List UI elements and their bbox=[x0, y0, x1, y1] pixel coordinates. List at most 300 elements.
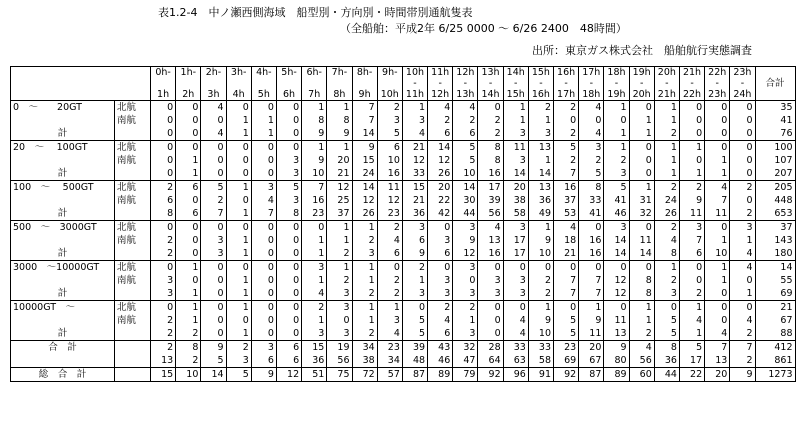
row-total: 55 bbox=[755, 274, 795, 287]
hour-cell: 26 bbox=[428, 167, 453, 181]
hour-header: - bbox=[453, 78, 478, 89]
hour-cell: 21 bbox=[402, 141, 427, 155]
hour-cell: 4 bbox=[428, 314, 453, 327]
hour-cell: 64 bbox=[478, 354, 503, 368]
hour-cell: 0 bbox=[176, 274, 201, 287]
hour-cell: 1 bbox=[629, 301, 654, 315]
hour-cell: 17 bbox=[503, 234, 528, 247]
hour-cell: 2 bbox=[327, 274, 352, 287]
row-total: 180 bbox=[755, 247, 795, 261]
hour-cell: 0 bbox=[730, 301, 755, 315]
hour-header bbox=[251, 78, 276, 89]
hour-cell: 4 bbox=[377, 327, 402, 341]
hour-header: - bbox=[579, 78, 604, 89]
hour-cell: 0 bbox=[201, 167, 226, 181]
hour-header: 5h bbox=[251, 89, 276, 101]
hour-cell: 4 bbox=[679, 314, 704, 327]
hour-cell: 0 bbox=[730, 141, 755, 155]
table-subtitle: （全船舶：平成2年 6/25 0000 ～ 6/26 2400 48時間） bbox=[340, 22, 627, 35]
hour-cell: 12 bbox=[377, 194, 402, 207]
hour-header: 24h bbox=[730, 89, 755, 101]
row-total: 143 bbox=[755, 234, 795, 247]
row-label bbox=[11, 154, 115, 167]
hour-header: 16h bbox=[528, 89, 553, 101]
hour-cell: 47 bbox=[453, 354, 478, 368]
hour-header: - bbox=[503, 78, 528, 89]
hour-cell: 2 bbox=[428, 114, 453, 127]
hour-cell: 80 bbox=[604, 354, 629, 368]
hour-cell: 57 bbox=[377, 368, 402, 382]
hour-cell: 7 bbox=[705, 341, 730, 355]
hour-cell: 9 bbox=[201, 341, 226, 355]
hour-cell: 1 bbox=[604, 101, 629, 115]
hour-cell: 1 bbox=[679, 301, 704, 315]
hour-cell: 2 bbox=[554, 101, 579, 115]
hour-cell: 38 bbox=[503, 194, 528, 207]
hour-cell: 5 bbox=[402, 327, 427, 341]
hour-cell: 7 bbox=[579, 274, 604, 287]
hour-header: 17h bbox=[579, 67, 604, 79]
hour-cell: 5 bbox=[276, 181, 301, 195]
hour-cell: 3 bbox=[251, 341, 276, 355]
hour-cell: 2 bbox=[654, 181, 679, 195]
hour-cell: 26 bbox=[654, 207, 679, 221]
hour-cell: 23 bbox=[377, 341, 402, 355]
hour-cell: 7 bbox=[352, 114, 377, 127]
hour-cell: 0 bbox=[151, 154, 176, 167]
hour-cell: 2 bbox=[377, 101, 402, 115]
hour-cell: 21 bbox=[554, 247, 579, 261]
hour-cell: 2 bbox=[151, 327, 176, 341]
hour-header: 7h bbox=[302, 89, 327, 101]
hour-cell: 4 bbox=[503, 327, 528, 341]
row-label: 合 計 bbox=[11, 341, 115, 355]
hour-cell: 8 bbox=[579, 181, 604, 195]
hour-cell: 1 bbox=[352, 261, 377, 275]
hour-cell: 3 bbox=[604, 221, 629, 235]
row-direction: 北航 bbox=[115, 261, 151, 275]
hour-cell: 0 bbox=[251, 221, 276, 235]
hour-cell: 0 bbox=[679, 274, 704, 287]
hour-cell: 1 bbox=[352, 274, 377, 287]
hour-cell: 0 bbox=[276, 234, 301, 247]
row-label: 20 ～ 100GT bbox=[11, 141, 115, 155]
hour-cell: 19 bbox=[327, 341, 352, 355]
hour-cell: 1 bbox=[176, 301, 201, 315]
hour-cell: 1 bbox=[629, 127, 654, 141]
hour-cell: 5 bbox=[654, 314, 679, 327]
hour-cell: 1 bbox=[352, 301, 377, 315]
table-row bbox=[11, 247, 796, 261]
hour-cell: 2 bbox=[352, 287, 377, 301]
hour-cell: 1 bbox=[226, 327, 251, 341]
hour-cell: 1 bbox=[629, 181, 654, 195]
hour-cell: 2 bbox=[604, 154, 629, 167]
hour-cell: 58 bbox=[503, 207, 528, 221]
hour-cell: 9 bbox=[352, 141, 377, 155]
hour-cell: 3 bbox=[453, 327, 478, 341]
hour-header: 13h bbox=[453, 89, 478, 101]
hour-cell: 0 bbox=[176, 101, 201, 115]
hour-cell: 2 bbox=[151, 341, 176, 355]
hour-cell: 0 bbox=[276, 261, 301, 275]
hour-cell: 3 bbox=[453, 287, 478, 301]
hour-cell: 0 bbox=[528, 261, 553, 275]
hour-cell: 3 bbox=[428, 274, 453, 287]
hour-cell: 0 bbox=[730, 101, 755, 115]
row-direction: 北航 bbox=[115, 301, 151, 315]
row-total: 861 bbox=[755, 354, 795, 368]
hour-cell: 12 bbox=[327, 181, 352, 195]
hour-header: - bbox=[402, 78, 427, 89]
hour-cell: 9 bbox=[327, 127, 352, 141]
hour-cell: 91 bbox=[528, 368, 553, 382]
row-total: 21 bbox=[755, 301, 795, 315]
hour-cell: 12 bbox=[604, 287, 629, 301]
hour-cell: 5 bbox=[554, 314, 579, 327]
hour-cell: 4 bbox=[503, 314, 528, 327]
hour-cell: 23 bbox=[377, 207, 402, 221]
hour-cell: 2 bbox=[151, 234, 176, 247]
hour-cell: 0 bbox=[276, 247, 301, 261]
hour-cell: 2 bbox=[201, 194, 226, 207]
total-header: 合計 bbox=[755, 67, 795, 101]
hour-cell: 2 bbox=[377, 221, 402, 235]
row-label: 計 bbox=[11, 247, 115, 261]
table-row bbox=[11, 368, 796, 382]
hour-cell: 16 bbox=[579, 234, 604, 247]
header-row bbox=[11, 67, 796, 79]
hour-cell: 14 bbox=[503, 167, 528, 181]
hour-cell: 3 bbox=[730, 221, 755, 235]
hour-header: 8h- bbox=[352, 67, 377, 79]
hour-cell: 0 bbox=[478, 301, 503, 315]
hour-cell: 3 bbox=[201, 234, 226, 247]
row-total: 207 bbox=[755, 167, 795, 181]
row-total: 1273 bbox=[755, 368, 795, 382]
hour-cell: 3 bbox=[604, 167, 629, 181]
hour-cell: 1 bbox=[176, 314, 201, 327]
hour-header: 15h bbox=[503, 89, 528, 101]
table-row bbox=[11, 127, 796, 141]
hour-cell: 0 bbox=[151, 167, 176, 181]
hour-cell: 4 bbox=[629, 341, 654, 355]
hour-cell: 87 bbox=[579, 368, 604, 382]
hour-cell: 0 bbox=[251, 167, 276, 181]
hour-cell: 0 bbox=[201, 114, 226, 127]
hour-header: 10h bbox=[377, 89, 402, 101]
hour-cell: 0 bbox=[176, 234, 201, 247]
hour-cell: 4 bbox=[402, 127, 427, 141]
hour-cell: 3 bbox=[428, 234, 453, 247]
hour-cell: 1 bbox=[251, 114, 276, 127]
hour-cell: 20 bbox=[327, 154, 352, 167]
hour-cell: 2 bbox=[654, 127, 679, 141]
hour-cell: 63 bbox=[503, 354, 528, 368]
hour-cell: 14 bbox=[604, 234, 629, 247]
hour-header: 18h bbox=[579, 89, 604, 101]
hour-cell: 1 bbox=[629, 114, 654, 127]
hour-cell: 92 bbox=[554, 368, 579, 382]
hour-cell: 4 bbox=[377, 234, 402, 247]
hour-cell: 3 bbox=[352, 247, 377, 261]
hour-cell: 3 bbox=[302, 261, 327, 275]
hour-cell: 9 bbox=[402, 247, 427, 261]
hour-cell: 0 bbox=[276, 221, 301, 235]
hour-cell: 23 bbox=[302, 207, 327, 221]
hour-cell: 3 bbox=[377, 314, 402, 327]
hour-cell: 46 bbox=[604, 207, 629, 221]
hour-cell: 6 bbox=[679, 247, 704, 261]
hour-header: - bbox=[478, 78, 503, 89]
hour-header: 19h bbox=[604, 89, 629, 101]
hour-cell: 6 bbox=[377, 247, 402, 261]
hour-cell: 0 bbox=[705, 127, 730, 141]
hour-cell: 11 bbox=[604, 314, 629, 327]
hour-header: 23h bbox=[730, 67, 755, 79]
hour-cell: 1 bbox=[327, 261, 352, 275]
hour-cell: 8 bbox=[654, 341, 679, 355]
hour-header: 15h bbox=[528, 67, 553, 79]
hour-cell: 3 bbox=[226, 354, 251, 368]
hour-cell: 60 bbox=[629, 368, 654, 382]
hour-cell: 15 bbox=[402, 181, 427, 195]
hour-cell: 1 bbox=[352, 221, 377, 235]
hour-cell: 0 bbox=[251, 301, 276, 315]
hour-cell: 7 bbox=[579, 287, 604, 301]
hour-header: 7h- bbox=[327, 67, 352, 79]
hour-cell: 2 bbox=[478, 114, 503, 127]
hour-cell: 0 bbox=[276, 301, 301, 315]
hour-cell: 6 bbox=[428, 127, 453, 141]
hour-cell: 12 bbox=[402, 154, 427, 167]
hour-cell: 0 bbox=[730, 194, 755, 207]
hour-cell: 3 bbox=[377, 114, 402, 127]
hour-cell: 92 bbox=[478, 368, 503, 382]
hour-cell: 8 bbox=[176, 341, 201, 355]
hour-header: 6h bbox=[276, 89, 301, 101]
hour-header: 13h bbox=[478, 67, 503, 79]
hour-cell: 0 bbox=[629, 261, 654, 275]
hour-cell: 2 bbox=[554, 127, 579, 141]
hour-cell: 6 bbox=[402, 234, 427, 247]
hour-cell: 3 bbox=[276, 167, 301, 181]
row-total: 412 bbox=[755, 341, 795, 355]
hour-cell: 0 bbox=[276, 327, 301, 341]
hour-cell: 0 bbox=[251, 154, 276, 167]
hour-cell: 0 bbox=[226, 261, 251, 275]
hour-header: 22h bbox=[679, 89, 704, 101]
table-row bbox=[11, 207, 796, 221]
hour-cell: 4 bbox=[705, 181, 730, 195]
hour-header: - bbox=[428, 78, 453, 89]
hour-cell: 33 bbox=[528, 341, 553, 355]
hour-cell: 3 bbox=[276, 194, 301, 207]
hour-cell: 0 bbox=[251, 141, 276, 155]
hour-cell: 0 bbox=[201, 287, 226, 301]
hour-cell: 36 bbox=[402, 207, 427, 221]
hour-cell: 3 bbox=[453, 221, 478, 235]
hour-cell: 8 bbox=[327, 114, 352, 127]
hour-cell: 1 bbox=[654, 101, 679, 115]
hour-cell: 14 bbox=[352, 181, 377, 195]
row-label: 10000GT ～ bbox=[11, 301, 115, 315]
hour-cell: 0 bbox=[453, 274, 478, 287]
row-direction bbox=[115, 247, 151, 261]
hour-header bbox=[151, 78, 176, 89]
hour-header: 19h bbox=[629, 67, 654, 79]
hour-cell: 0 bbox=[201, 274, 226, 287]
hour-cell: 3 bbox=[503, 274, 528, 287]
hour-cell: 4 bbox=[251, 194, 276, 207]
hour-cell: 12 bbox=[453, 247, 478, 261]
hour-cell: 34 bbox=[377, 354, 402, 368]
hour-cell: 1 bbox=[226, 247, 251, 261]
hour-cell: 3 bbox=[251, 181, 276, 195]
hour-cell: 69 bbox=[554, 354, 579, 368]
hour-cell: 12 bbox=[604, 274, 629, 287]
hour-cell: 4 bbox=[302, 287, 327, 301]
hour-cell: 2 bbox=[679, 287, 704, 301]
row-direction bbox=[115, 354, 151, 368]
hour-cell: 10 bbox=[528, 327, 553, 341]
hour-cell: 1 bbox=[251, 127, 276, 141]
hour-cell: 1 bbox=[730, 234, 755, 247]
table-row bbox=[11, 221, 796, 235]
hour-cell: 0 bbox=[226, 141, 251, 155]
hour-cell: 1 bbox=[654, 154, 679, 167]
hour-cell: 0 bbox=[226, 314, 251, 327]
header-corner bbox=[11, 67, 151, 101]
row-total: 76 bbox=[755, 127, 795, 141]
hour-header: 16h bbox=[554, 67, 579, 79]
row-direction bbox=[115, 167, 151, 181]
hour-cell: 5 bbox=[453, 141, 478, 155]
hour-cell: 1 bbox=[604, 127, 629, 141]
hour-cell: 2 bbox=[654, 221, 679, 235]
hour-cell: 0 bbox=[629, 221, 654, 235]
table-row bbox=[11, 194, 796, 207]
row-total: 67 bbox=[755, 314, 795, 327]
hour-cell: 10 bbox=[176, 368, 201, 382]
row-label bbox=[11, 274, 115, 287]
hour-cell: 12 bbox=[352, 194, 377, 207]
row-label: 計 bbox=[11, 287, 115, 301]
hour-cell: 2 bbox=[352, 234, 377, 247]
hour-cell: 0 bbox=[151, 114, 176, 127]
hour-cell: 44 bbox=[654, 368, 679, 382]
hour-header: - bbox=[679, 78, 704, 89]
hour-cell: 4 bbox=[579, 127, 604, 141]
hour-cell: 37 bbox=[554, 194, 579, 207]
hour-cell: 7 bbox=[705, 194, 730, 207]
hour-header: 0h- bbox=[151, 67, 176, 79]
table-row bbox=[11, 341, 796, 355]
hour-cell: 9 bbox=[302, 154, 327, 167]
hour-cell: 2 bbox=[654, 274, 679, 287]
hour-cell: 38 bbox=[352, 354, 377, 368]
hour-cell: 2 bbox=[327, 247, 352, 261]
hour-cell: 20 bbox=[579, 341, 604, 355]
hour-cell: 34 bbox=[352, 341, 377, 355]
hour-cell: 2 bbox=[176, 327, 201, 341]
hour-cell: 20 bbox=[428, 181, 453, 195]
hour-cell: 9 bbox=[302, 127, 327, 141]
hour-cell: 2 bbox=[528, 101, 553, 115]
hour-cell: 1 bbox=[327, 234, 352, 247]
hour-header: 11h bbox=[428, 67, 453, 79]
hour-cell: 1 bbox=[226, 234, 251, 247]
hour-cell: 8 bbox=[478, 141, 503, 155]
hour-header: - bbox=[528, 78, 553, 89]
hour-cell: 16 bbox=[554, 181, 579, 195]
hour-cell: 6 bbox=[276, 341, 301, 355]
row-label bbox=[11, 314, 115, 327]
hour-cell: 0 bbox=[679, 114, 704, 127]
hour-cell: 2 bbox=[478, 127, 503, 141]
source-note: 出所：東京ガス株式会社 船舶航行実態調査 bbox=[532, 44, 752, 57]
row-direction bbox=[115, 327, 151, 341]
table-row bbox=[11, 101, 796, 115]
hour-cell: 8 bbox=[654, 247, 679, 261]
hour-cell: 0 bbox=[151, 101, 176, 115]
hour-cell: 1 bbox=[705, 154, 730, 167]
hour-cell: 42 bbox=[428, 207, 453, 221]
hour-cell: 48 bbox=[402, 354, 427, 368]
table-row bbox=[11, 154, 796, 167]
hour-cell: 10 bbox=[302, 167, 327, 181]
hour-cell: 0 bbox=[302, 221, 327, 235]
hour-cell: 0 bbox=[604, 301, 629, 315]
hour-cell: 9 bbox=[528, 314, 553, 327]
hour-cell: 0 bbox=[276, 274, 301, 287]
row-label: 計 bbox=[11, 167, 115, 181]
hour-cell: 39 bbox=[402, 341, 427, 355]
hour-cell: 2 bbox=[528, 274, 553, 287]
hour-cell: 2 bbox=[730, 181, 755, 195]
hour-header: - bbox=[629, 78, 654, 89]
hour-header: 10h bbox=[402, 67, 427, 79]
hour-cell: 1 bbox=[679, 167, 704, 181]
hour-cell: 9 bbox=[579, 314, 604, 327]
hour-cell: 11 bbox=[377, 181, 402, 195]
hour-cell: 1 bbox=[705, 261, 730, 275]
hour-cell: 24 bbox=[654, 194, 679, 207]
hour-cell: 0 bbox=[251, 247, 276, 261]
hour-cell: 0 bbox=[730, 274, 755, 287]
hour-cell: 4 bbox=[201, 101, 226, 115]
hour-header bbox=[377, 78, 402, 89]
hour-cell: 21 bbox=[327, 167, 352, 181]
hour-cell: 1 bbox=[176, 154, 201, 167]
hour-cell: 1 bbox=[654, 261, 679, 275]
row-total: 107 bbox=[755, 154, 795, 167]
hour-cell: 51 bbox=[302, 368, 327, 382]
hour-cell: 3 bbox=[402, 221, 427, 235]
hour-cell: 5 bbox=[201, 181, 226, 195]
hour-cell: 2 bbox=[428, 301, 453, 315]
hour-cell: 17 bbox=[478, 181, 503, 195]
hour-cell: 89 bbox=[604, 368, 629, 382]
hour-cell: 4 bbox=[705, 327, 730, 341]
hour-cell: 0 bbox=[730, 167, 755, 181]
hour-cell: 2 bbox=[226, 341, 251, 355]
hour-cell: 36 bbox=[654, 354, 679, 368]
hour-cell: 33 bbox=[579, 194, 604, 207]
hour-cell: 1 bbox=[226, 114, 251, 127]
hour-cell: 0 bbox=[151, 221, 176, 235]
hour-cell: 5 bbox=[679, 341, 704, 355]
